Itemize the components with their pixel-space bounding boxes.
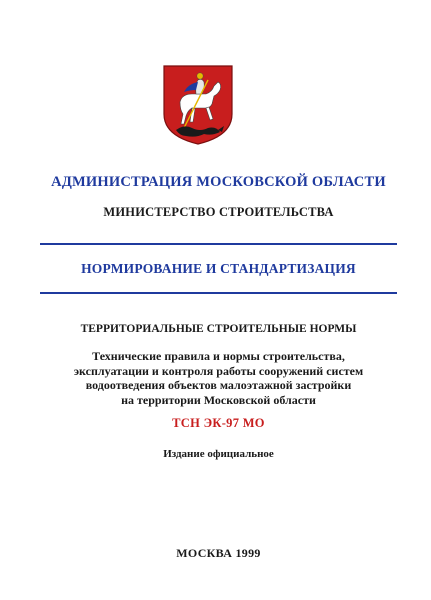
city-year: МОСКВА 1999 [176, 546, 261, 560]
document-category: ТЕРРИТОРИАЛЬНЫЕ СТРОИТЕЛЬНЫЕ НОРМЫ [80, 323, 357, 335]
document-title-line: на территории Московской области [121, 392, 316, 407]
administration-title: АДМИНИСТРАЦИЯ МОСКОВСКОЙ ОБЛАСТИ [51, 174, 386, 190]
top-divider [40, 243, 397, 245]
document-code: ТСН ЭК-97 МО [172, 416, 265, 430]
document-title [40, 349, 397, 407]
ministry-title: МИНИСТЕРСТВО СТРОИТЕЛЬСТВА [103, 205, 334, 219]
moscow-coat-of-arms-icon [162, 64, 234, 146]
document-title-line: водоотведения объектов малоэтажной застройки [85, 378, 352, 392]
document-title-line: Технические правила и нормы строительства, [92, 349, 345, 363]
edition-label: Издание официальное [163, 448, 274, 460]
document-title-line: эксплуатации и контроля работы сооружений систем [73, 363, 364, 378]
banner-title: НОРМИРОВАНИЕ И СТАНДАРТИЗАЦИЯ [81, 261, 356, 276]
bottom-divider [40, 292, 397, 294]
